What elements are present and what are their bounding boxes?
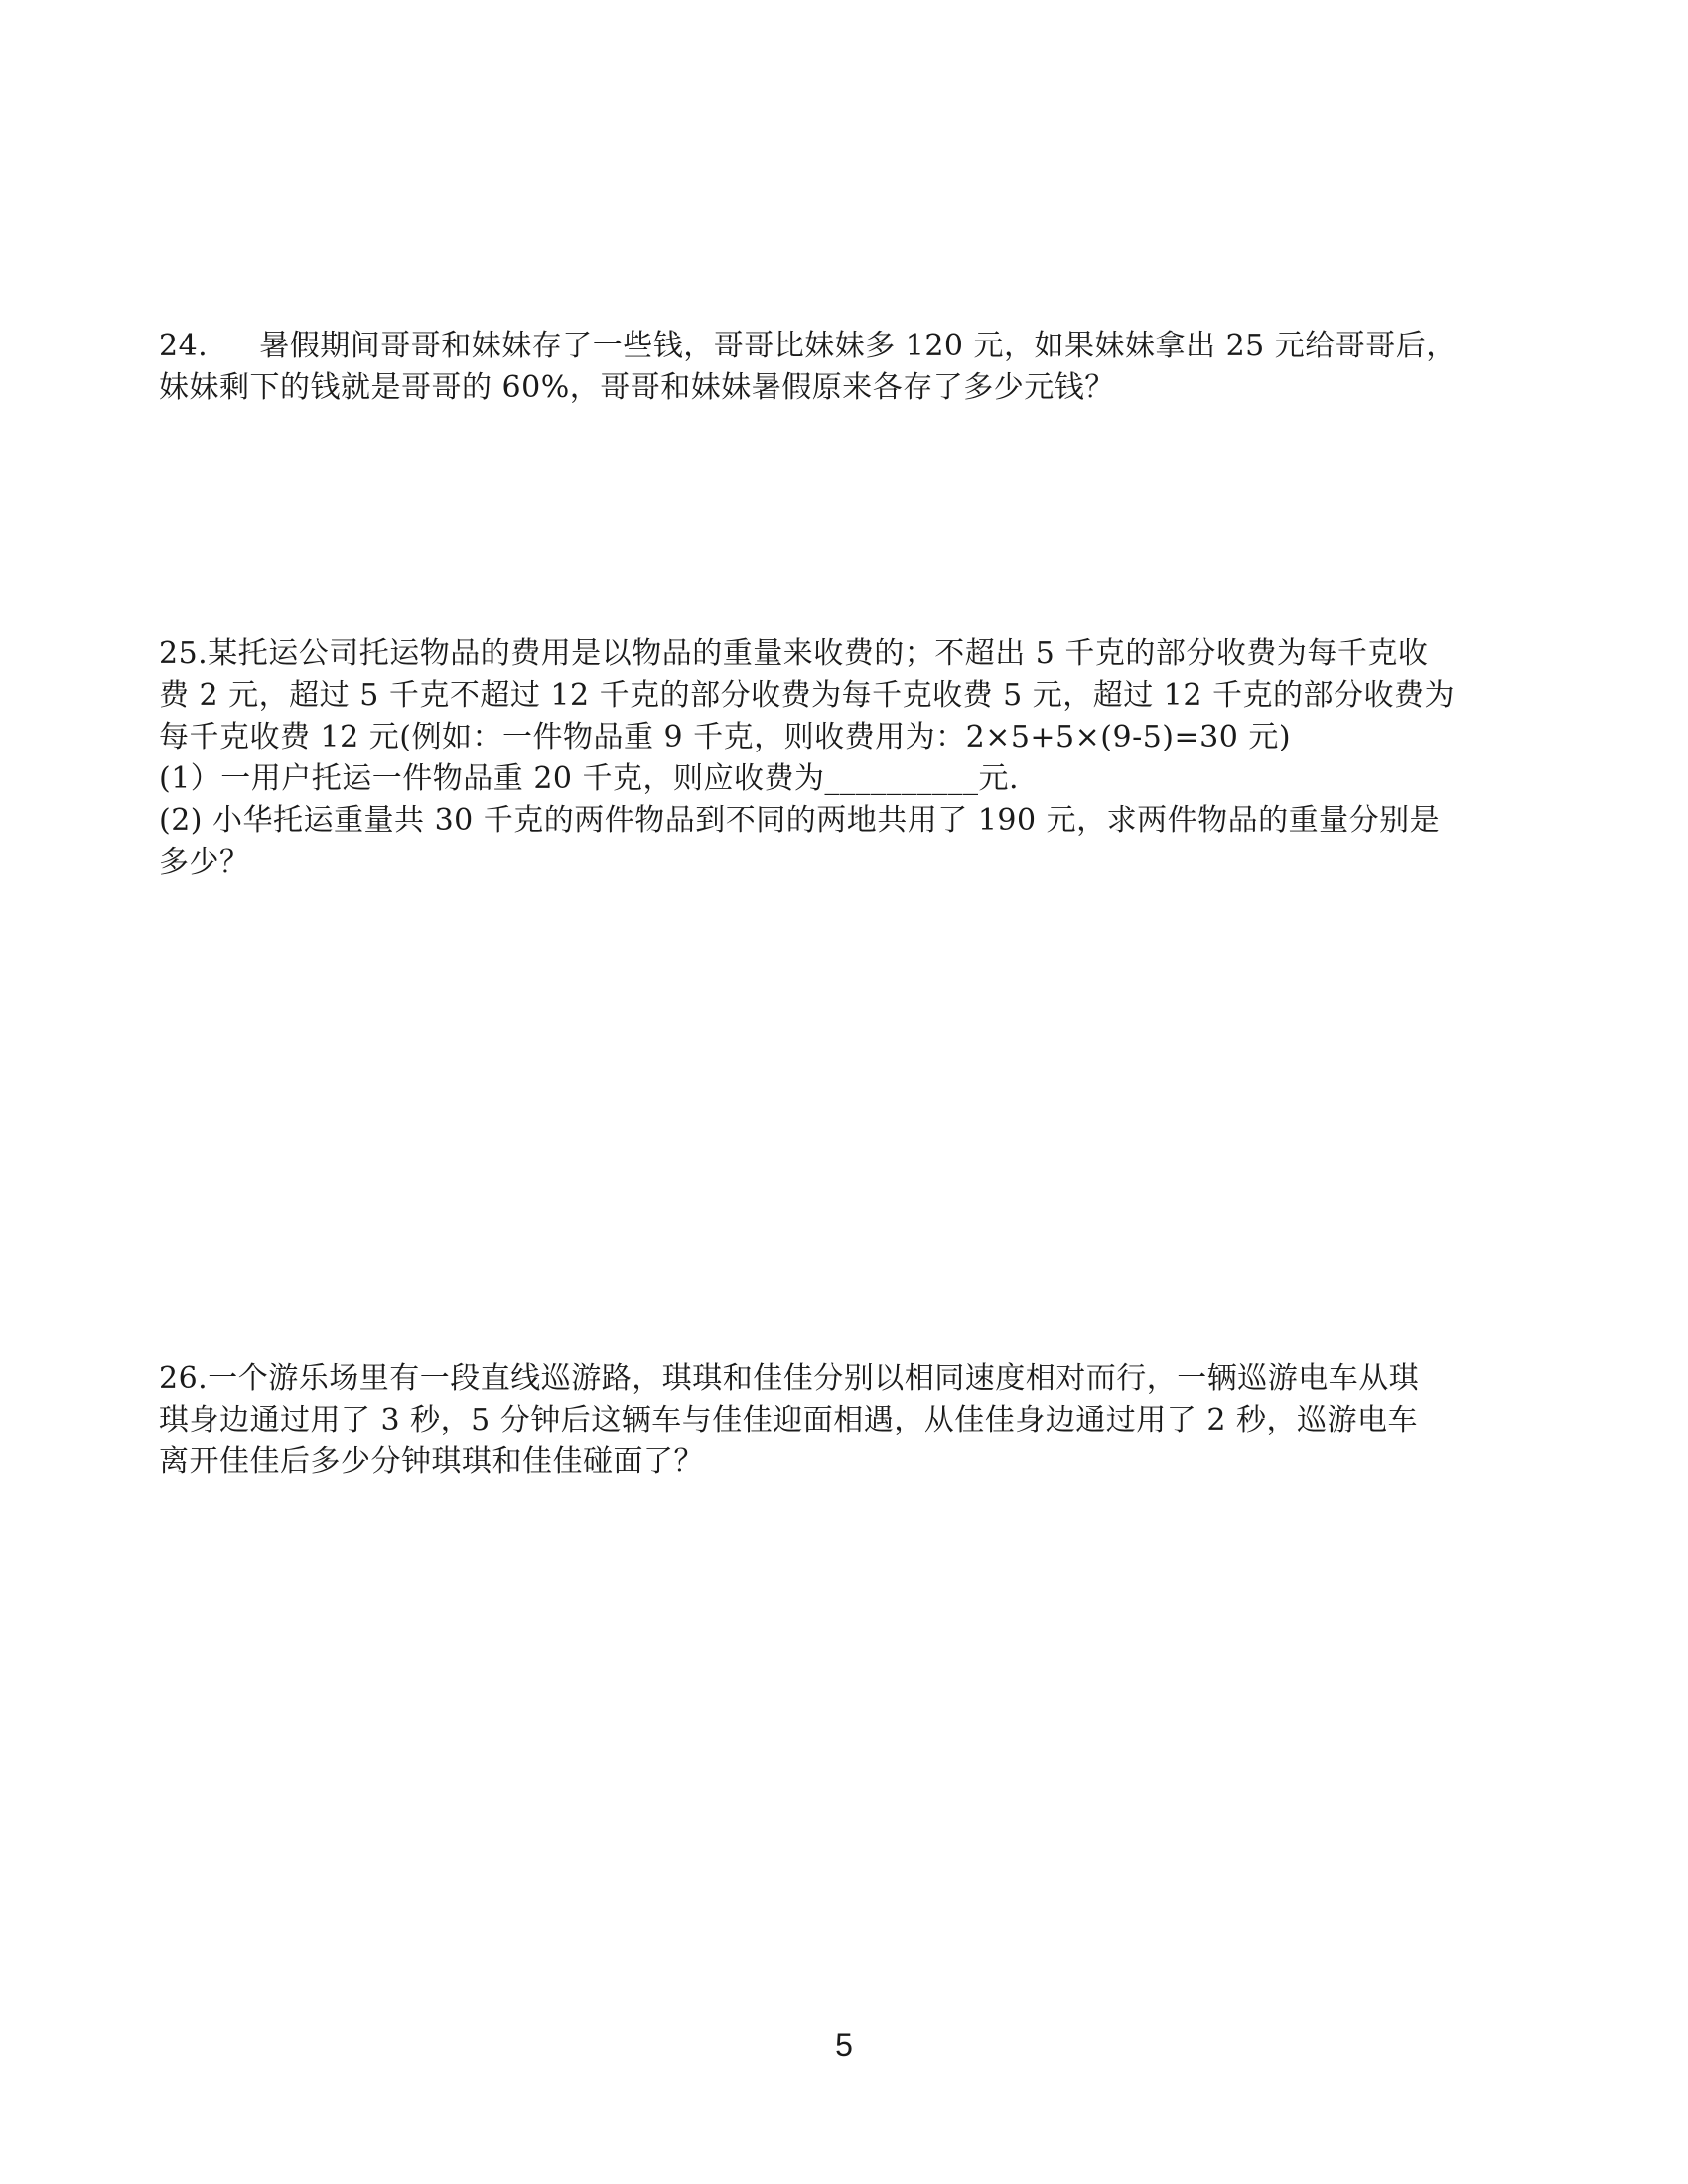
question-25-line-2: 费 2 元，超过 5 千克不超过 12 千克的部分收费为每千克收费 5 元，超过 12 千克的部分收费为 (159, 678, 1455, 713)
question-24-number: 24. (159, 329, 209, 363)
question-25 (159, 633, 1529, 884)
question-24-line-1 (159, 326, 1529, 367)
question-25-part-1: (1）一用户托运一件物品重 20 千克，则应收费为__________元. (159, 761, 1020, 796)
question-25-part-2: (2) 小华托运重量共 30 千克的两件物品到不同的两地共用了 190 元，求两件物品的重量分别是 (159, 803, 1441, 838)
question-26-line-3: 离开佳佳后多少分钟琪琪和佳佳碰面了？ (159, 1444, 704, 1479)
question-24-text-1: 暑假期间哥哥和妹妹存了一些钱，哥哥比妹妹多 120 元，如果妹妹拿出 25 元给哥哥后， (259, 329, 1457, 363)
question-24 (159, 326, 1529, 409)
question-25-part-2-cont: 多少？ (159, 845, 250, 880)
question-24-line-2: 妹妹剩下的钱就是哥哥的 60%，哥哥和妹妹暑假原来各存了多少元钱？ (159, 370, 1115, 405)
question-26-text-1: 一个游乐场里有一段直线巡游路，琪琪和佳佳分别以相同速度相对而行，一辆巡游电车从琪 (208, 1361, 1420, 1396)
question-25-line-3: 每千克收费 12 元(例如：一件物品重 9 千克，则收费用为：2×5+5×(9-5)=30 元) (159, 720, 1292, 754)
question-25-text-1: 某托运公司托运物品的费用是以物品的重量来收费的；不超出 5 千克的部分收费为每千克收 (208, 636, 1429, 671)
question-26-line-1 (159, 1358, 1529, 1400)
question-25-number: 25. (159, 636, 209, 671)
page-number: 5 (835, 2027, 853, 2063)
question-25-line-1 (159, 633, 1529, 675)
question-26 (159, 1358, 1529, 1483)
question-26-line-2: 琪身边通过用了 3 秒，5 分钟后这辆车与佳佳迎面相遇，从佳佳身边通过用了 2 秒，巡游电车 (159, 1403, 1418, 1437)
question-26-number: 26. (159, 1361, 209, 1396)
